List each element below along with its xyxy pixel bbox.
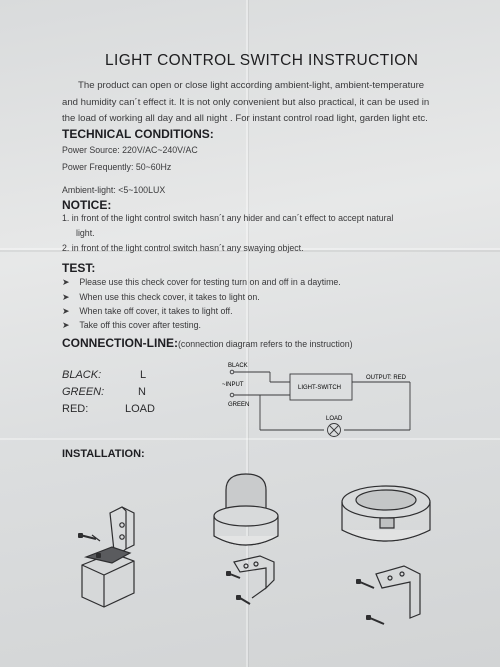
wire-color: RED: [62,403,89,415]
wire-color: GREEN: [62,386,105,398]
test-heading: TEST: [62,261,96,275]
terminal-black [230,370,234,374]
intro-line: and humidity can´t effect it. It is not only convenient but also practical, it can be used in [62,97,430,108]
test-item-text: When use this check cover, it takes to light on. [79,292,260,302]
test-item [62,306,233,317]
test-item [62,292,260,303]
test-item-text: Take off this cover after testing. [79,320,201,330]
diagram-black-label: BLACK [228,363,248,369]
terminal-green [230,393,234,397]
diagram-input-label: ~INPUT [222,382,244,388]
arrow-bullet-icon: ➤ [62,277,70,287]
notice-item: 1. in front of the light control switch hasn´t any hider and can´t effect to accept natural [62,213,394,223]
page-title: LIGHT CONTROL SWITCH INSTRUCTION [105,52,419,69]
intro-line: the load of working all day and all night . For instant control road light, garden light etc. [62,113,428,124]
intro-line: The product can open or close light according ambient-light, ambient-temperature [78,80,425,91]
test-item-text: When take off cover, it takes to light off. [79,306,233,316]
installation-step-1-illustration [70,505,180,615]
diagram-output-label: OUTPUT: RED [366,375,407,381]
arrow-bullet-icon: ➤ [62,320,70,330]
notice-item: 2. in front of the light control switch hasn´t any swaying object. [62,243,304,253]
connection-subheading: (connection diagram refers to the instruction) [178,339,353,349]
installation-step-2-illustration [200,470,300,620]
notice-item: light. [76,228,95,238]
connection-heading-row [62,334,353,352]
test-item-text: Please use this check cover for testing turn on and off in a daytime. [79,277,341,287]
arrow-bullet-icon: ➤ [62,292,70,302]
installation-step-3-illustration [330,478,445,633]
test-item [62,277,341,288]
diagram-load-label: LOAD [326,416,343,422]
technical-heading: TECHNICAL CONDITIONS: [62,127,214,141]
power-frequency: Power Frequently: 50~60Hz [62,162,172,172]
diagram-switch-label: LIGHT-SWITCH [298,385,341,391]
connection-heading: CONNECTION-LINE: [62,336,178,350]
notice-heading: NOTICE: [62,198,112,212]
arrow-bullet-icon: ➤ [62,306,70,316]
wire-terminal: N [138,386,146,398]
wire-terminal: L [140,369,147,381]
wire-terminal: LOAD [125,403,155,415]
wiring-diagram [220,358,420,440]
test-item [62,320,201,331]
power-source: Power Source: 220V/AC~240V/AC [62,145,198,155]
diagram-green-label: GREEN [228,402,250,408]
installation-heading: INSTALLATION: [62,448,145,460]
ambient-light: Ambient-light: <5~100LUX [62,185,166,195]
wire-color: BLACK: [62,369,102,381]
